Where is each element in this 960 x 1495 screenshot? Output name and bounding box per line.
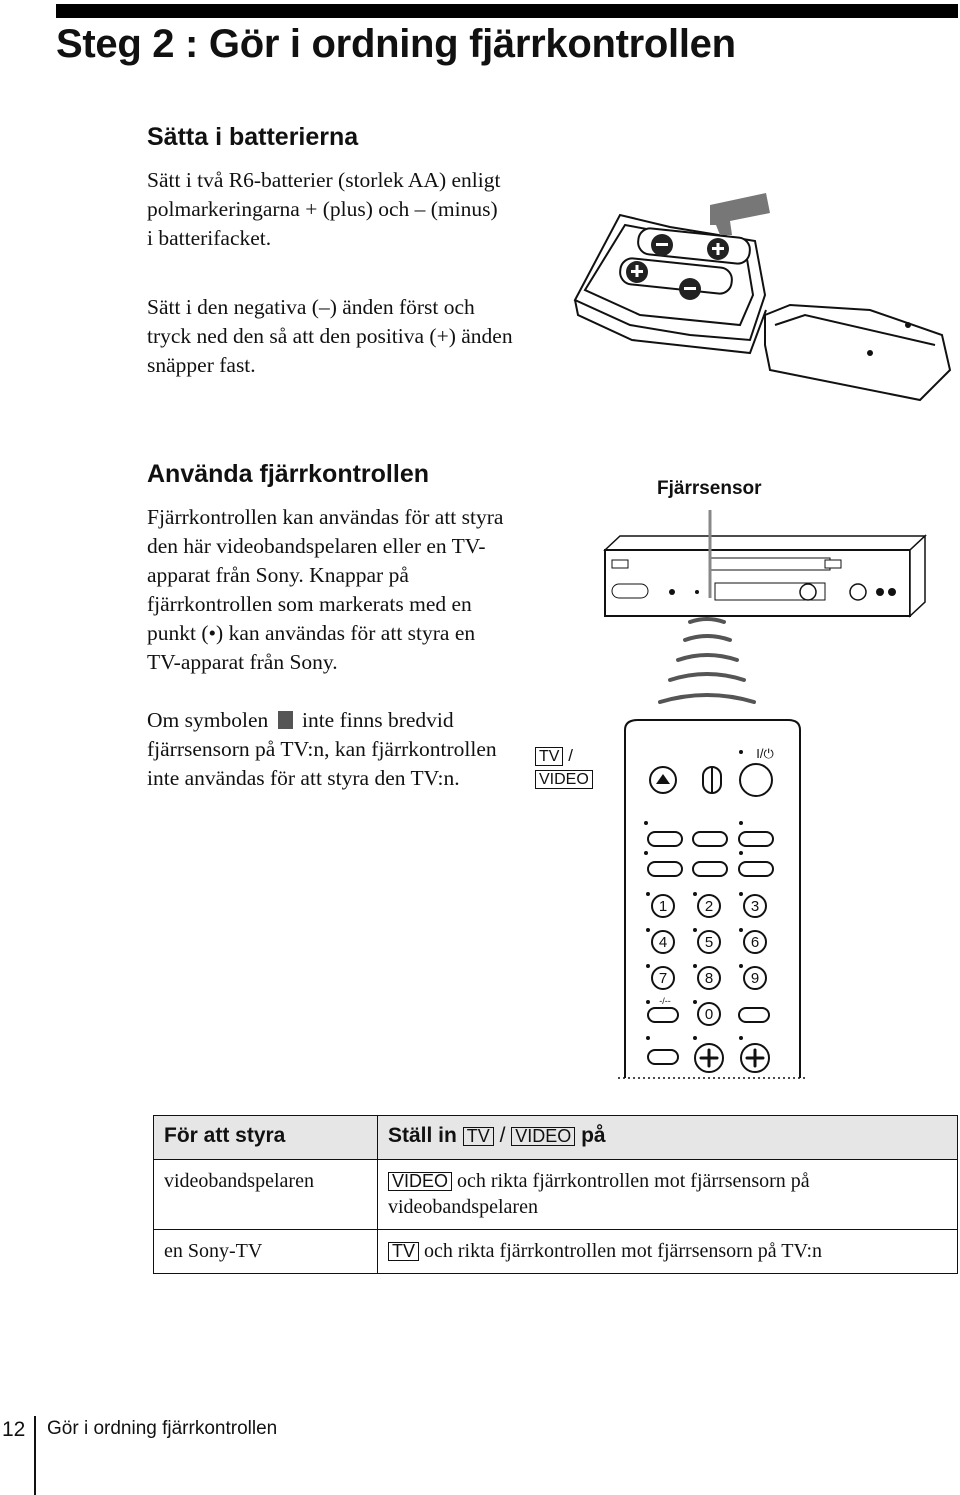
- section-heading-remote: Använda fjärrkontrollen: [147, 460, 429, 488]
- section-heading-batteries: Sätta i batterierna: [147, 123, 359, 151]
- vcr-remote-illustration: [520, 500, 950, 1080]
- page-title: Steg 2 : Gör i ordning fjärrkontrollen: [56, 22, 736, 66]
- remote-paragraph-1: Fjärrkontrollen kan användas för att styra den här videobandspelaren eller en TV-apparat från Sony. Knappar på fjärrkontrollen som markerats med en punkt (•) kan användas för att styra en TV-apparat från Sony.: [147, 505, 504, 674]
- video-key-label: VIDEO: [535, 770, 593, 789]
- header-setting: [378, 1116, 958, 1160]
- footer-title: Gör i ordning fjärrkontrollen: [47, 1418, 278, 1439]
- key-0: 0: [704, 1006, 714, 1023]
- header-setting-post: på: [581, 1124, 606, 1147]
- key-1: 1: [658, 898, 668, 915]
- key-4: 4: [658, 934, 668, 951]
- header-target: För att styra: [154, 1116, 378, 1160]
- table-header-row: [154, 1116, 958, 1160]
- header-tv-key: TV: [463, 1127, 494, 1146]
- remote-sensor-label: Fjärrsensor: [657, 478, 762, 499]
- symbol-rest-text: inte finns bredvid fjärrsensorn på TV:n, kan fjärrkontrollen inte användas för att styra den TV:n.: [147, 708, 497, 790]
- row-target: videobandspelaren: [154, 1160, 378, 1230]
- page-number: 12: [2, 1418, 26, 1441]
- key-6: 6: [750, 934, 760, 951]
- header-video-key: VIDEO: [511, 1127, 575, 1146]
- switch-separator: /: [568, 746, 573, 765]
- digit-mode-label: -/--: [659, 996, 671, 1006]
- ir-sensor-symbol-icon: [278, 711, 293, 729]
- battery-illustration: [570, 185, 955, 405]
- control-table: [153, 1115, 958, 1274]
- remote-paragraph-2: [147, 706, 512, 793]
- row-target: en Sony-TV: [154, 1230, 378, 1274]
- table-row: [154, 1230, 958, 1274]
- row-instruction-text: och rikta fjärrkontrollen mot fjärrsensorn på videobandspelaren: [388, 1170, 810, 1218]
- key-7: 7: [658, 970, 668, 987]
- key-2: 2: [704, 898, 714, 915]
- symbol-intro-text: Om symbolen: [147, 708, 269, 732]
- top-rule: [56, 4, 958, 18]
- power-label: I/⏻: [756, 746, 774, 761]
- row-instruction-text: och rikta fjärrkontrollen mot fjärrsensorn på TV:n: [424, 1240, 823, 1262]
- header-separator: /: [499, 1124, 506, 1147]
- key-5: 5: [704, 934, 714, 951]
- footer-divider: [34, 1416, 36, 1495]
- row-instruction: [378, 1230, 958, 1274]
- key-3: 3: [750, 898, 760, 915]
- batteries-paragraph-1: Sätt i två R6-batterier (storlek AA) enligt polmarkeringarna + (plus) och – (minus) i batterifacket.: [147, 168, 501, 250]
- key-8: 8: [704, 970, 714, 987]
- row-instruction: [378, 1160, 958, 1230]
- tv-video-switch-label: [535, 746, 593, 789]
- batteries-paragraph-2: Sätt i den negativa (–) änden först och tryck ned den så att den positiva (+) änden snäpper fast.: [147, 295, 513, 377]
- tv-key-label: TV: [535, 747, 563, 766]
- table-row: [154, 1160, 958, 1230]
- row-key: TV: [388, 1242, 419, 1261]
- header-setting-pre: Ställ in: [388, 1124, 457, 1147]
- key-9: 9: [750, 970, 760, 987]
- row-key: VIDEO: [388, 1172, 452, 1191]
